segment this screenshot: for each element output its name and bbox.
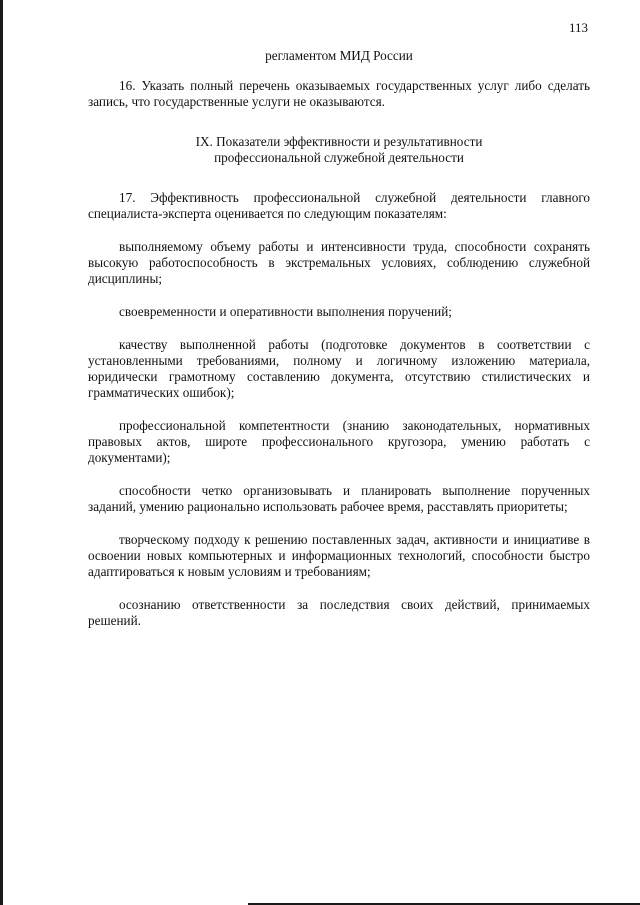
criterion-quality: качеству выполненной работы (подготовке документов в соответствии с установленными требованиями, полному и логичному изложению материала, юридически грамотному составлению документа, отсутствию стилистических и грамматических ошибок); [88, 337, 590, 400]
paragraph-16: 16. Указать полный перечень оказываемых государственных услуг либо сделать запись, что государственные услуги не оказываются. [88, 78, 590, 109]
continuation-line: регламентом МИД России [265, 48, 413, 63]
criterion-timeliness: своевременности и оперативности выполнения поручений; [119, 304, 452, 319]
criterion-organization: способности четко организовывать и планировать выполнение порученных заданий, умению рационально использовать рабочее время, расставлять приоритеты; [88, 483, 590, 514]
section-title-line-2: профессиональной служебной деятельности [214, 150, 464, 165]
criterion-responsibility: осознанию ответственности за последствия своих действий, принимаемых решений. [88, 597, 590, 628]
criterion-creativity: творческому подходу к решению поставленных задач, активности и инициативе в освоении новых компьютерных и информационных технологий, способности быстро адаптироваться к новым условиям и требованиям; [88, 532, 590, 579]
criterion-competence: профессиональной компетентности (знанию законодательных, нормативных правовых актов, широте профессионального кругозора, умению работать с документами); [88, 418, 590, 465]
section-title-line-1: IX. Показатели эффективности и результативности [195, 134, 483, 149]
criterion-workload: выполняемому объему работы и интенсивности труда, способности сохранять высокую работоспособность в экстремальных условиях, соблюдению служебной дисциплины; [88, 239, 590, 286]
page-number: 113 [568, 20, 588, 35]
paragraph-17: 17. Эффективность профессиональной служебной деятельности главного специалиста-эксперта оценивается по следующим показателям: [88, 190, 590, 221]
document-body [88, 48, 590, 629]
scan-edge-left [0, 0, 3, 905]
